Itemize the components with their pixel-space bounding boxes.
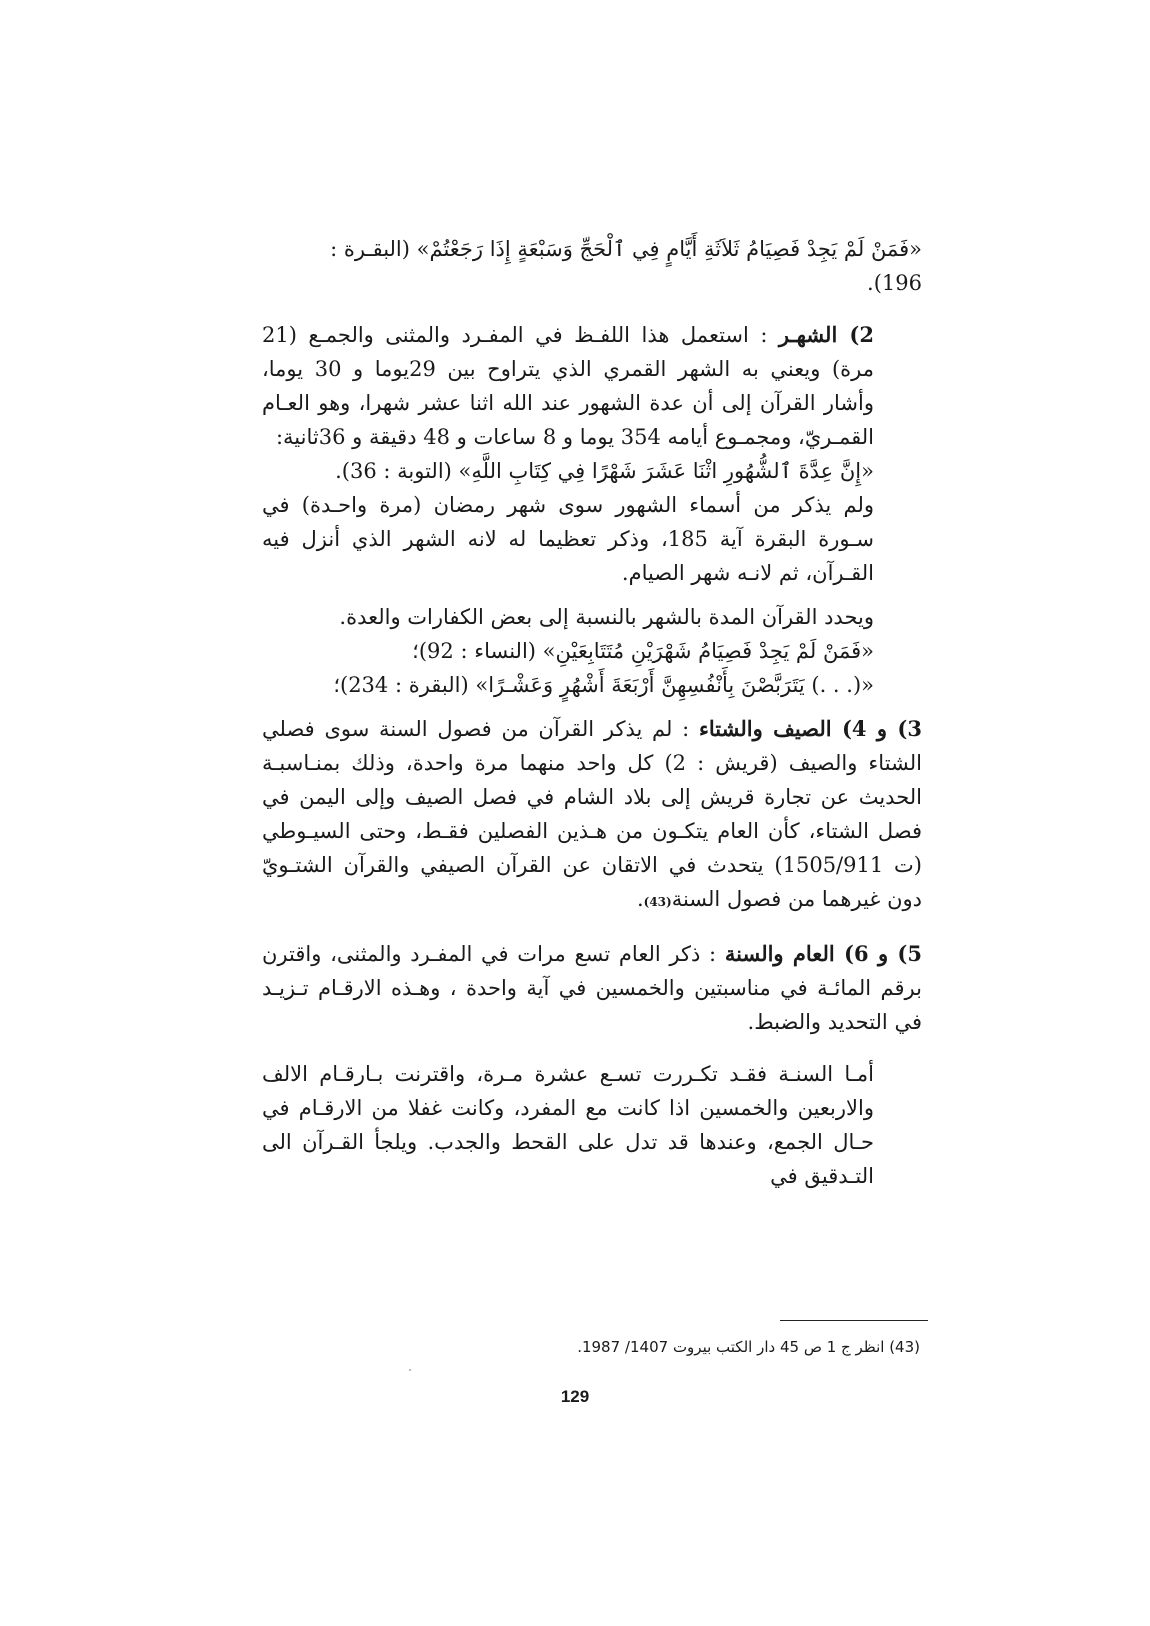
paragraph-year	[262, 937, 922, 1039]
verse-citation-end: 196).	[867, 271, 922, 295]
body-text	[262, 232, 922, 1193]
heading-month: 2) الشهـر	[778, 322, 874, 347]
verse-months-count: «إِنَّ عِدَّةَ ٱلشُّهُورِ اثْنَا عَشَرَ شَهْرًا فِي كِتَابِ اللَّهِ» (التوبة : 36).	[335, 459, 874, 483]
paragraph-ramadan: ولم يذكر من أسماء الشهور سوى شهر رمضان (مرة واحـدة) في سـورة البقرة آية 185، وذكر تعظيما له لانه الشهر الذي أنزل فيه القـرآن، ثم لانـه شهر الصيام.	[262, 493, 874, 585]
paragraph-year-text: : ذكر العام تسع مرات في المفـرد والمثنى، واقترن برقم المائـة في مناسبتين والخمسين في آية واحدة ، وهـذه الارقـام تـزيـد في التحديد والضبط.	[262, 942, 922, 1034]
paragraph-seasons	[262, 712, 922, 919]
heading-year: 5) و 6) العام والسنة	[724, 941, 922, 966]
verse-baqara: «(. . .) يَتَرَبَّصْنَ بِأَنْفُسِهِنَّ أَرْبَعَةَ أَشْهُرٍ وَعَشْـرًا» (البقرة : 234)؛	[333, 673, 874, 697]
footnote-reference[interactable]: (43)	[643, 895, 672, 909]
paragraph-seasons-text: : لم يذكر القرآن من فصول السنة سوى فصلي الشتاء والصيف (قريش : 2) كل واحد منهما مرة واحدة، وذلك بمنـاسبـة الحديث عن تجارة قريش إلى بلاد الشام في فصل الصيف وإلى اليمن في فصل الشتاء، كأن العام يتكـون من هـذين الفصلين فقـط، وحتى السيـوطي (ت 1505/911) يتحدث في الاتقان عن القرآن الصيفي والقرآن الشتـويّ دون غيرهما من فصول السنة	[262, 717, 922, 911]
scan-speck	[409, 1369, 411, 1371]
heading-seasons: 3) و 4) الصيف والشتاء	[699, 716, 922, 741]
verse-nisa: «فَمَنْ لَمْ يَجِدْ فَصِيَامُ شَهْرَيْنِ مُتَتَابِعَيْنِ» (النساء : 92)؛	[412, 639, 874, 663]
paragraph-sana: أمـا السنـة فقـد تكـررت تسـع عشرة مـرة، واقترنت بـارقـام الالف والاربعين والخمسين اذا كانت مع المفرد، وكانت غفلا من الارقـام في حـال الجمع، وعندها قد تدل على القحط والجدب. ويلجأ القـرآن الى التـدقيق في	[262, 1062, 874, 1188]
verse-fasting-hajj: «فَمَنْ لَمْ يَجِدْ فَصِيَامُ ثَلاَثَةِ أَيَّامٍ فِي ٱلْحَجِّ وَسَبْعَةٍ إِذَا رَجَعْتُمْ» (البقـرة :	[330, 237, 922, 261]
paragraph-month	[262, 318, 922, 454]
paragraph-month-text: : استعمل هذا اللفـظ في المفـرد والمثنى والجمـع (21 مرة) ويعني به الشهر القمري الذي يتراوح بين 29يوما و 30 يوما، وأشار القرآن إلى أن عدة الشهور عند الله اثنا عشر شهرا، وهو العـام القمـريّ، ومجمـوع أيامه 354 يوما و 8 ساعات و 48 دقيقة و 36ثانية:	[262, 323, 874, 449]
footnote-divider	[780, 1320, 928, 1321]
paragraph-period: ويحدد القرآن المدة بالشهر بالنسبة إلى بعض الكفارات والعدة.	[339, 605, 874, 629]
page-number: 129	[560, 1387, 590, 1406]
footnote: (43) انظر ج 1 ص 45 دار الكتب بيروت 1407/ 1987.	[577, 1338, 920, 1356]
paragraph-seasons-end: .	[636, 887, 644, 911]
